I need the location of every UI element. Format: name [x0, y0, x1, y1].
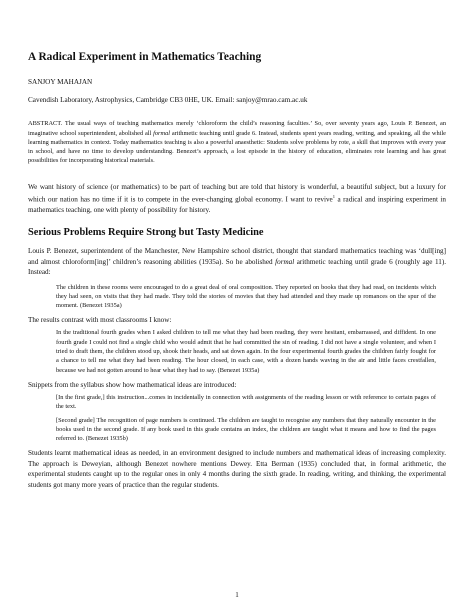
block-quote: In the traditional fourth grades when I asked children to tell me what they had been reading, they were hesitant, embarrassed, and diffident. In one fourth grade I could not find a single child who would admit that he had committed the sin of reading. I did not have a single volunteer, and when I tried to draft them, the children stood up, shook their heads, and sat down again. In the four experimental fourth grades the children fairly fought for a chance to tell me what they had been reading. The hour closed, in each case, with a dozen hands waving in the air and little faces crestfallen, because we had not gotten around to hear what they had to say. (Benezet 1935a) — [56, 329, 436, 374]
emphasis-formal: formal — [275, 257, 295, 266]
abstract: ABSTRACT. The usual ways of teaching mathematics merely ‘chloroform the child’s reasoning faculties.’ So, over seventy years ago, Louis P. Benezet, an imaginative school superintendent, abolished all formal arithmetic teaching until grade 6. Instead, students spent years reading, writing, and speaking, all the while learning mathematics in context. Today mathematics teaching is also a powerful anaesthetic: Students solve problems by rote, a skill that improves with every year in school, and have no time to develop understanding. Benezet’s approach, a lost episode in the history of education, eliminates rote learning and has great possibilities for incorporating historical materials. — [28, 120, 446, 165]
emphasis-formal: formal — [153, 129, 171, 137]
body-paragraph: Louis P. Benezet, superintendent of the Manchester, New Hampshire school district, thought that standard mathematics teaching was ‘dull[ing] and almost chloroform[ing]’ children’s reasoning abilities (1935a). So he abolished formal arithmetic teaching until grade 6 (roughly age 11). Instead: — [28, 247, 446, 277]
section-title: Serious Problems Require Strong but Tasty Medicine — [28, 227, 264, 239]
lead-in-text: Snippets from the syllabus show how mathematical ideas are introduced: — [28, 380, 237, 389]
author-affiliation: Cavendish Laboratory, Astrophysics, Cambridge CB3 0HE, UK. Email: sanjoy@mrao.cam.ac.uk — [28, 96, 308, 105]
block-quote: The children in these rooms were encouraged to do a great deal of oral composition. They reported on books that they had read, on incidents which they had seen, on visits that they had made. They told the stories of movies that they had attended and they made up romances on the spur of the moment. (Benezet 1935a) — [56, 283, 436, 310]
body-paragraph: Students learnt mathematical ideas as needed, in an environment designed to include numbers and mathematical ideas of increasing complexity. The approach is Deweyian, although Benezet nowhere mentions Dewey. Etta Berman (1935) concluded that, in formal arithmetic, the experimental students caught up to the regular ones in only 4 months during the sixth grade. In reading, writing, and thinking, the experimental students got many more years of practice than the regular students. — [28, 449, 446, 489]
paper-title: A Radical Experiment in Mathematics Teaching — [28, 51, 262, 63]
intro-paragraph: We want history of science (or mathematics) to be part of teaching but are told that history is wonderful, a beautiful subject, but a luxury for which our nation has no time if it is to compete in the ever-changing global economy. I want to revive$^1$ a radical and inspiring experiment in mathematics teaching, one with plenty of possibility for history. — [28, 182, 446, 214]
lead-in-text: The results contrast with most classrooms I know: — [28, 316, 172, 325]
page-number: 1 — [235, 591, 239, 599]
author-name: SANJOY MAHAJAN — [28, 78, 93, 87]
block-quote: [Second grade] The recognition of page numbers is continued. The children are taught to recognise any numbers that they naturally encounter in the books used in the second grade. If any book used in this grade contains an index, the children are taught what it means and how to find the pages referred to. (Benezet 1935b) — [56, 416, 436, 443]
footnote-marker: 1 — [332, 194, 335, 200]
block-quote: [In the first grade,] this instruction...comes in incidentally in connection with assignments of the reading lesson or with reference to certain pages of the text. — [56, 393, 436, 411]
